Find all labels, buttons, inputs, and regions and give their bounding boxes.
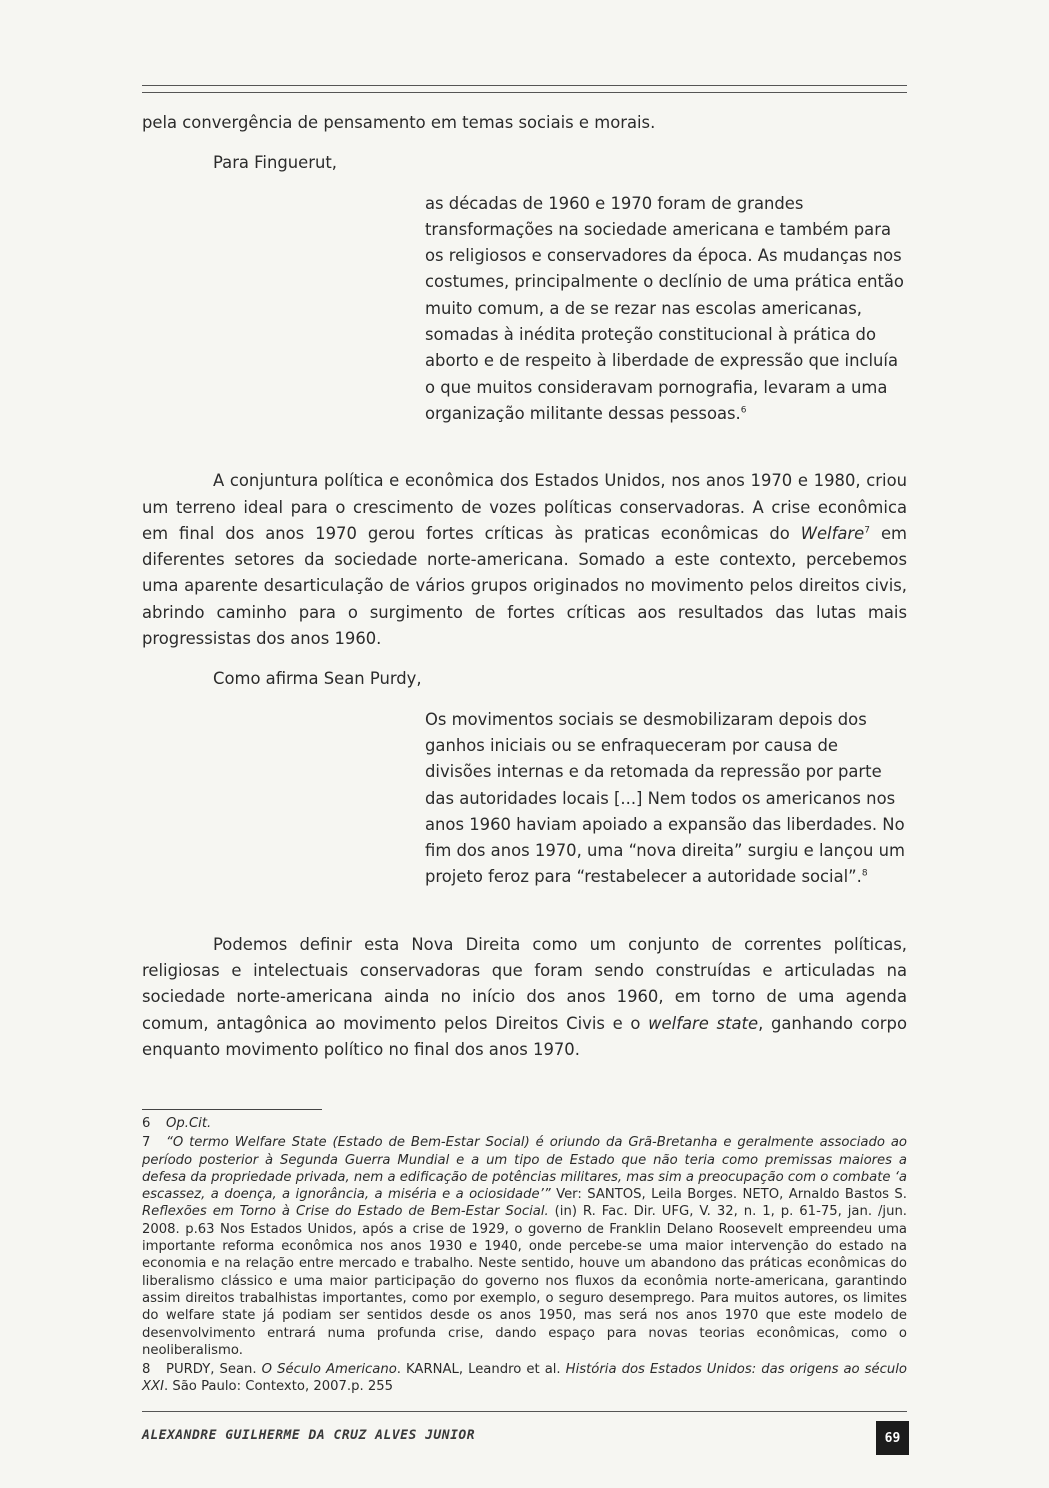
- footnote-8: [142, 1361, 907, 1396]
- paragraph-text: Podemos definir esta Nova Direita como um conjunto de correntes políticas, religiosas e intelectuais conservadoras que foram sendo construídas e articuladas na sociedade norte-americana ainda no início dos anos 1960, em torno de uma agenda comum, antagônica ao movimento pelos Direitos Civis e o: [142, 934, 907, 1033]
- footnote-text: Op.Cit.: [166, 1116, 212, 1131]
- footnote-title: O Século Americano: [261, 1362, 397, 1378]
- quote-text: as décadas de 1960 e 1970 foram de grandes transformações na sociedade americana e também para os religiosos e conservadores da época. As mudanças nos costumes, principalmente o declínio de uma prática então muito comum, a de se rezar nas escolas americanas, somadas à inédita proteção constitucional à prática do aborto e de respeito à liberdade de expressão que incluía o que muitos consideravam pornografia, levaram a uma organização militante dessas pessoas.: [425, 193, 904, 423]
- paragraph-continued: pela convergência de pensamento em temas sociais e morais.: [142, 113, 656, 132]
- footnote-text: . KARNAL, Leandro et al.: [396, 1362, 566, 1378]
- footnote-separator: [142, 1109, 322, 1110]
- footer-rule: [142, 1411, 907, 1412]
- footnote-ref-8[interactable]: 8: [861, 868, 868, 879]
- paragraph-conjuntura: [142, 468, 907, 652]
- paragraph-intro-purdy: Como afirma Sean Purdy,: [213, 669, 422, 689]
- paragraph-text: A conjuntura política e econômica dos Estados Unidos, nos anos 1970 e 1980, criou um terreno ideal para o crescimento de vozes políticas conservadoras. A crise econômica em final dos anos 1970 gerou fortes críticas às praticas econômicas do: [142, 471, 907, 543]
- italic-term: Welfare: [800, 523, 865, 543]
- footnotes: [142, 1115, 907, 1398]
- footnote-text: (in) R. Fac. Dir. UFG, V. 32, n. 1, p. 61-75, jan. /jun. 2008. p.63 Nos Estados Unidos, após a crise de 1929, o governo de Franklin Delano Roosevelt empreendeu uma importante reforma econômica nos anos 1930 e 1940, onde percebe-se uma maior intervenção do estado na economia e na relação entre mercado e trabalho. Neste sentido, houve um abandono das práticas econômicas do liberalismo clássico e uma maior participação do governo nos fluxos da econômia norte-americana, garantindo assim direitos trabalhistas importantes, como por exemplo, o seguro desemprego. Para muitos autores, os limites do welfare state já podiam ser sentidos desde os anos 1950, mas será nos anos 1970 que este modelo de desenvolvimento entrará numa profunda crise, dando espaço para novas teorias econômicas, como o neoliberalismo.: [142, 1204, 908, 1358]
- page-number-badge: 69: [876, 1421, 909, 1455]
- main-text: [142, 110, 907, 1063]
- header-double-rule: [142, 85, 907, 93]
- paragraph-nova-direita: [142, 932, 907, 1063]
- footnote-text: . São Paulo: Contexto, 2007.p. 255: [163, 1379, 394, 1395]
- footnote-number: 6: [142, 1116, 151, 1131]
- footnote-title: História dos Estados Unidos: das origens ao século XXI: [142, 1362, 907, 1395]
- footnote-text: Ver: SANTOS, Leila Borges. NETO, Arnaldo Bastos S.: [550, 1187, 907, 1203]
- paragraph-text: , ganhando corpo enquanto movimento político no final dos anos 1970.: [142, 1013, 907, 1059]
- paragraph-text: em diferentes setores da sociedade norte-americana. Somado a este contexto, percebemos uma aparente desarticulação de vários grupos originados no movimento pelos direitos civis, abrindo caminho para o surgimento de fortes críticas aos resultados das lutas mais progressistas dos anos 1960.: [142, 523, 907, 649]
- footnote-7: [142, 1134, 907, 1359]
- footnote-quote: “O termo Welfare State (Estado de Bem-Estar Social) é oriundo da Grã-Bretanha e geralmente associado ao período posterior à Segunda Guerra Mundial e a um tipo de Estado que não teria como premissas maiores a defesa da propriedade privada, nem a edificação de potências militares, mas sim a preocupação com o combate ‘a escassez, a doença, a ignorância, a miséria e a ociosidade’”: [142, 1135, 907, 1203]
- footnote-ref-7[interactable]: 7: [864, 525, 870, 536]
- footnote-text: PURDY, Sean.: [166, 1362, 262, 1378]
- footnote-6: [142, 1115, 907, 1132]
- quote-text: Os movimentos sociais se desmobilizaram depois dos ganhos iniciais ou se enfraqueceram por causa de divisões internas e da retomada da repressão por parte das autoridades locais [...] Nem todos os americanos nos anos 1960 haviam apoiado a expansão das liberdades. No fim dos anos 1970, uma “nova direita” surgiu e lançou um projeto feroz para “restabelecer a autoridade social”.: [425, 709, 905, 887]
- italic-term: welfare state: [648, 1013, 759, 1033]
- footnote-number: 7: [142, 1135, 151, 1151]
- block-quote-finguerut: [425, 191, 907, 428]
- footer-author: ALEXANDRE GUILHERME DA CRUZ ALVES JUNIOR: [142, 1428, 476, 1443]
- footnote-ref-6[interactable]: 6: [740, 405, 747, 416]
- paragraph-intro-finguerut: Para Finguerut,: [213, 153, 338, 173]
- footnote-number: 8: [142, 1362, 151, 1378]
- footnote-title: Reflexões em Torno à Crise do Estado de Bem-Estar Social.: [142, 1204, 549, 1220]
- block-quote-purdy: [425, 707, 907, 891]
